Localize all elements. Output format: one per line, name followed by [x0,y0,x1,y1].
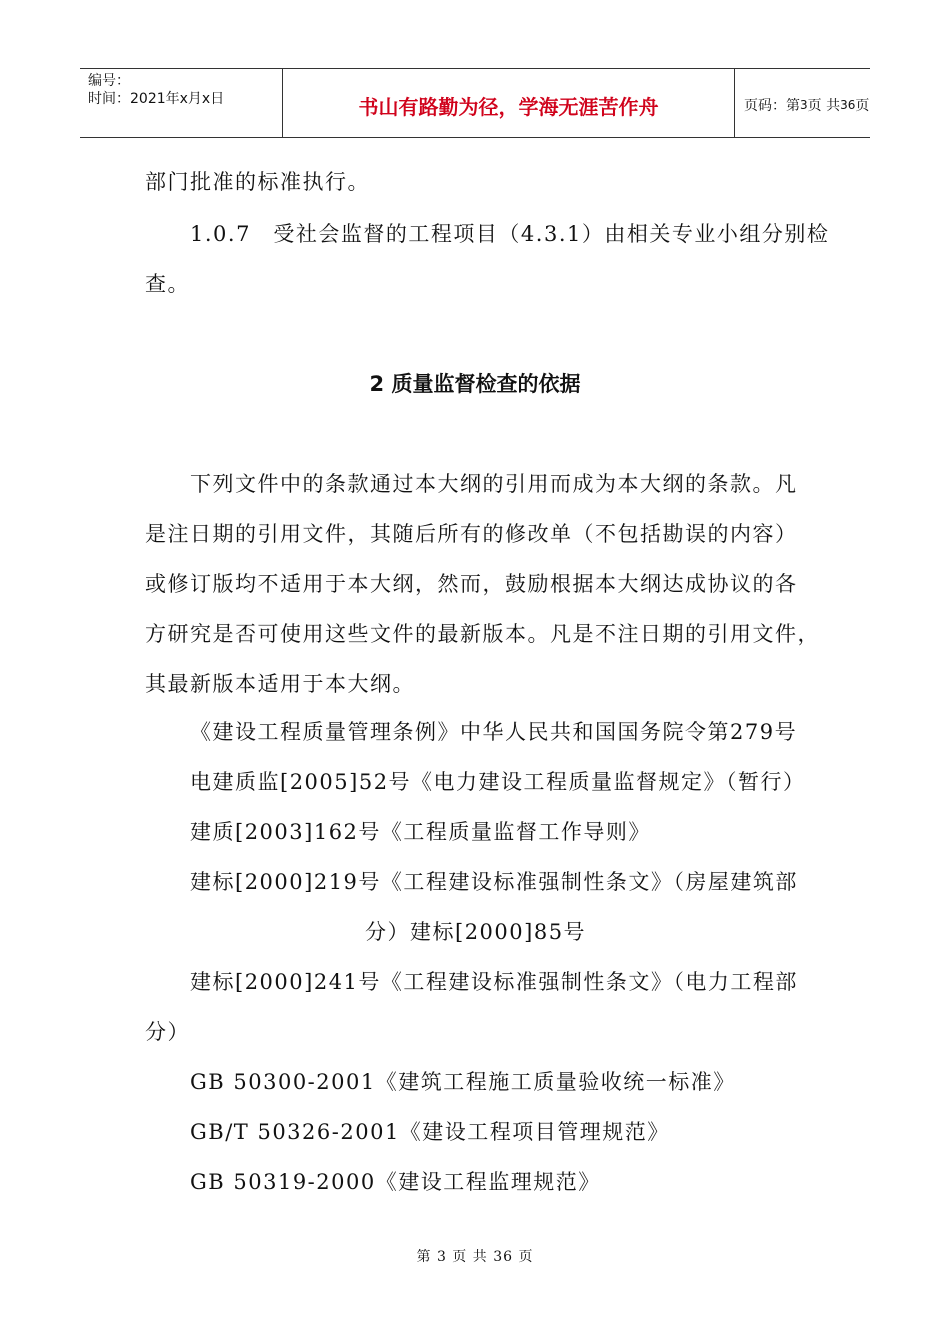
page-mid: 页 共 [807,98,841,114]
reference-item-cont: 分）建标[2000]85号 [365,920,587,944]
time-label: 时间：2021年x月x日 [88,91,225,107]
page-prefix: 页码：第 [744,98,800,114]
section-title: 2 质量监督检查的依据 [369,372,581,396]
reference-item: 建标[2000]219号《工程建设标准强制性条文》（房屋建筑部 [190,870,798,894]
header-motto: 书山有路勤为径，学海无涯苦作舟 [282,69,735,137]
reference-item: 电建质监[2005]52号《电力建设工程质量监督规定》（暂行） [190,770,806,794]
page-suffix: 页 [855,98,870,114]
paragraph-line: 其最新版本适用于本大纲。 [145,672,415,696]
paragraph-line: 部门批准的标准执行。 [145,170,370,194]
paragraph-line: 1.0.7 受社会监督的工程项目（4.3.1）由相关专业小组分别检 [190,222,830,246]
paragraph-line: 或修订版均不适用于本大纲，然而，鼓励根据本大纲达成协议的各 [145,572,798,596]
reference-item: 《建设工程质量管理条例》中华人民共和国国务院令第279号 [190,720,798,744]
paragraph-line: 下列文件中的条款通过本大纲的引用而成为本大纲的条款。凡 [190,472,798,496]
paragraph-line: 方研究是否可使用这些文件的最新版本。凡是不注日期的引用文件， [145,622,820,646]
header-meta [80,69,282,137]
reference-item: GB/T 50326-2001《建设工程项目管理规范》 [190,1120,670,1144]
reference-item: 建质[2003]162号《工程质量监督工作导则》 [190,820,651,844]
header-page-info [735,69,870,137]
document-header [80,68,870,138]
reference-item: GB 50300-2001《建筑工程施工质量验收统一标准》 [190,1070,736,1094]
page-total: 36 [840,98,856,112]
paragraph-line: 查。 [145,272,190,296]
page-current: 3 [800,98,808,112]
paragraph-line: 是注日期的引用文件，其随后所有的修改单（不包括勘误的内容） [145,522,798,546]
reference-item-cont: 分） [145,1020,190,1044]
page-footer: 第 3 页 共 36 页 [416,1249,534,1265]
reference-item: GB 50319-2000《建设工程监理规范》 [190,1170,601,1194]
reference-item: 建标[2000]241号《工程建设标准强制性条文》（电力工程部 [190,970,798,994]
number-label: 编号： [88,73,130,89]
